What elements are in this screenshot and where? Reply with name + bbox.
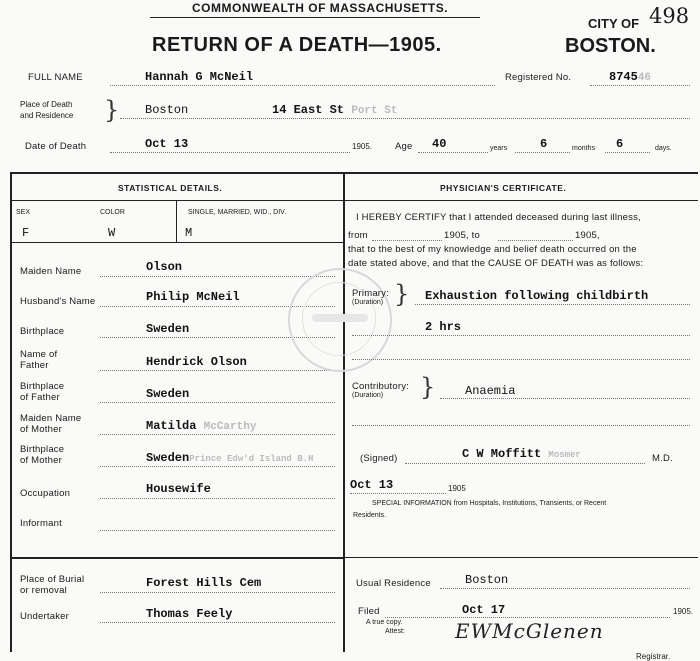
filed-value: Oct 17 bbox=[462, 603, 506, 617]
primary-duration-label: (Duration) bbox=[352, 299, 384, 306]
burial-value: Forest Hills Cem bbox=[146, 576, 262, 590]
usual-residence-value: Boston bbox=[465, 573, 509, 587]
primary-label: Primary: bbox=[352, 288, 389, 299]
true-copy-label: A true copy. bbox=[366, 619, 403, 626]
age-months: 6 bbox=[540, 137, 548, 151]
mother-bp-label-1: Birthplace bbox=[20, 444, 65, 455]
place-label-2: and Residence bbox=[20, 111, 74, 120]
frame-top-rule bbox=[10, 172, 698, 174]
burial-label-1: Place of Burial bbox=[20, 574, 85, 585]
primary-brace: } bbox=[394, 280, 410, 308]
mother-bp-label-2: of Mother bbox=[20, 455, 62, 466]
city-name: BOSTON. bbox=[565, 35, 656, 57]
father-bp-value: Sweden bbox=[146, 387, 190, 401]
sign-year: 1905 bbox=[448, 484, 466, 493]
special-info-2: Residents. bbox=[353, 512, 387, 519]
color-value: W bbox=[108, 226, 116, 240]
cert-line-2: that to the best of my knowledge and belief death occurred on the bbox=[348, 244, 637, 255]
full-name-label: FULL NAME bbox=[28, 72, 83, 83]
mother-bp-value: SwedenPrince Edw'd Island B.H bbox=[146, 451, 314, 465]
sex-value: F bbox=[22, 226, 30, 240]
city-number: 498 bbox=[649, 4, 690, 28]
signed-label: (Signed) bbox=[360, 453, 398, 464]
special-info-1: SPECIAL INFORMATION from Hospitals, Institutions, Transients, or Recent bbox=[372, 500, 607, 507]
registrar-signature: EWMcGlenen bbox=[455, 619, 604, 643]
husband-value: Philip McNeil bbox=[146, 290, 240, 304]
marital-label: SINGLE, MARRIED, WID., DIV. bbox=[188, 209, 287, 216]
informant-label: Informant bbox=[20, 518, 62, 529]
filed-label: Filed bbox=[358, 606, 380, 617]
maiden-name-label: Maiden Name bbox=[20, 266, 82, 277]
father-label-2: Father bbox=[20, 360, 49, 371]
maiden-name-value: Olson bbox=[146, 260, 183, 274]
occupation-value: Housewife bbox=[146, 482, 211, 496]
filed-year: 1905. bbox=[673, 607, 694, 616]
sign-date: Oct 13 bbox=[350, 478, 394, 492]
birthplace-label: Birthplace bbox=[20, 326, 65, 337]
physician-heading: PHYSICIAN'S CERTIFICATE. bbox=[440, 183, 567, 193]
city-label: CITY OF bbox=[588, 16, 640, 31]
burial-label-2: or removal bbox=[20, 585, 67, 596]
attest-label: Attest: bbox=[385, 628, 405, 635]
mother-value: Matilda McCarthy bbox=[146, 419, 257, 433]
age-days: 6 bbox=[616, 137, 624, 151]
certify-line: I HEREBY CERTIFY that I attended deceased during last illness, bbox=[356, 212, 641, 223]
place-brace: } bbox=[104, 96, 120, 124]
office-seal bbox=[288, 268, 392, 372]
occupation-label: Occupation bbox=[20, 488, 71, 499]
full-name-value: Hannah G McNeil bbox=[145, 70, 254, 84]
birthplace-value: Sweden bbox=[146, 322, 190, 336]
husband-label: Husband's Name bbox=[20, 296, 96, 307]
father-bp-label-1: Birthplace bbox=[20, 381, 65, 392]
statistical-heading: STATISTICAL DETAILS. bbox=[118, 183, 223, 193]
from-year: 1905, to bbox=[444, 230, 480, 241]
contributory-cause: Anaemia bbox=[465, 384, 516, 398]
undertaker-label: Undertaker bbox=[20, 611, 69, 622]
registered-label: Registered No. bbox=[505, 72, 572, 83]
date-label: Date of Death bbox=[25, 141, 87, 152]
age-label: Age bbox=[395, 141, 413, 152]
primary-cause: Exhaustion following childbirth bbox=[425, 289, 649, 303]
place-city: Boston bbox=[145, 103, 189, 117]
registrar-label: Registrar. bbox=[636, 652, 671, 661]
years-label: years bbox=[490, 145, 508, 152]
sex-label: SEX bbox=[16, 209, 31, 216]
marital-value: M bbox=[185, 226, 193, 240]
age-years: 40 bbox=[432, 137, 447, 151]
usual-residence-label: Usual Residence bbox=[356, 578, 431, 589]
date-year: 1905. bbox=[352, 142, 373, 151]
undertaker-value: Thomas Feely bbox=[146, 607, 233, 621]
commonwealth-heading: COMMONWEALTH OF MASSACHUSETTS. bbox=[192, 1, 449, 15]
father-bp-label-2: of Father bbox=[20, 392, 60, 403]
to-year: 1905, bbox=[575, 230, 600, 241]
cert-line-3: date stated above, and that the CAUSE OF DEATH was as follows: bbox=[348, 258, 644, 269]
from-label: from bbox=[348, 230, 368, 241]
place-street: 14 East St Port St bbox=[272, 103, 398, 117]
father-label-1: Name of bbox=[20, 349, 58, 360]
contributory-duration-label: (Duration) bbox=[352, 392, 384, 399]
place-label-1: Place of Death bbox=[20, 100, 73, 109]
mother-label-2: of Mother bbox=[20, 424, 62, 435]
frame-center-rule bbox=[343, 172, 345, 652]
father-value: Hendrick Olson bbox=[146, 355, 247, 369]
contributory-brace: } bbox=[420, 373, 436, 401]
signed-value: C W Moffitt Mosmer bbox=[462, 447, 581, 461]
contributory-label: Contributory: bbox=[352, 381, 409, 392]
months-label: months bbox=[572, 145, 595, 152]
color-label: COLOR bbox=[100, 209, 125, 216]
registered-number: 874546 bbox=[609, 70, 652, 84]
primary-duration: 2 hrs bbox=[425, 320, 462, 334]
md-label: M.D. bbox=[652, 453, 673, 464]
days-label: days. bbox=[655, 145, 672, 152]
mother-label-1: Maiden Name bbox=[20, 413, 82, 424]
date-value: Oct 13 bbox=[145, 137, 189, 151]
document-title: RETURN OF A DEATH—1905. bbox=[152, 34, 442, 56]
frame-left-rule bbox=[10, 172, 12, 652]
